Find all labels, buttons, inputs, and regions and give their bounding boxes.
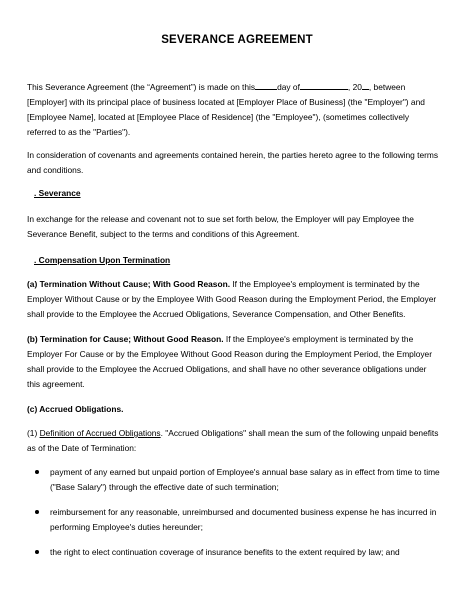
document-title: SEVERANCE AGREEMENT [161,34,313,46]
bullet-icon [35,510,39,514]
severance-paragraph: In exchange for the release and covenant not to sue set forth below, the Employer will pay Employee the Severance Benefit, subject to the terms and conditions of this Agreement. [27,214,414,239]
document-page: SEVERANCE AGREEMENT This Severance Agreement (the “Agreement”) is made on this day of , 20 , between [Employer] with its principal place of business located at [Employer Place of Business] (the "Employer") and [Employee Name], located at [Employee Place of Residence] (the "Employee"), (sometimes collectively referred to as the "Parties"). In consideration of covenants and agreements contained herein, the parties hereto agree to the following terms and conditions. . Severance In exchange for the release and covenant not to sue set forth below, the Employer will pay Employee the Severance Benefit, subject to the terms and conditions of this Agreement. . Compensation Upon Termination (a) Termination Without Cause; With Good Reason. If the Employee's employment is terminated by the Employer Without Cause or by the Employee With Good Reason during the Employment Period, the Employer shall provide to the Employee the Accrued Obligations, Severance Compensation, and Other Benefits. (b) Termination for Cause; Without Good Reason. If the Employee's employment is terminated by the Employer For Cause or by the Employee Without Good Reason during the Employment Period, the Employer shall provide to the Employee the Accrued Obligations, and shall have no other severance obligations under this agreement. (c) Accrued Obligations. (1) Definition of Accrued Obligations. "Accrued Obligations" shall mean the sum of the following unpaid benefits as of the Date of Termination: payment of any earned but unpaid portion of Employee's annual base salary as in effect from time to time ("Base Salary") through the effective date of such termination; reimbursement for any reasonable, unreimbursed and documented business expense he has incurred in performing Employee's duties hereunder; the right to elect continuation coverage of insurance benefits to the extent required by law; and [0,0,474,613]
day-blank[interactable] [255,80,277,90]
year-blank[interactable] [362,80,369,90]
month-blank[interactable] [300,80,348,90]
section-a-paragraph: (a) Termination Without Cause; With Good Reason. If the Employee's employment is terminated by the Employer Without Cause or by the Employee With Good Reason during the Employment Period, the Employer shall provide to the Employee the Accrued Obligations, Severance Compensation, and Other Benefits. [27,279,437,319]
intro-line-1: This Severance Agreement (the “Agreement”) is made on this day of , 20 , between [27,82,406,92]
consideration-paragraph: In consideration of covenants and agreements contained herein, the parties hereto agree to the following terms and conditions. [27,150,439,175]
section-b-paragraph: (b) Termination for Cause; Without Good Reason. If the Employee's employment is terminated by the Employer For Cause or by the Employee Without Good Reason during the Employment Period, the Employer shall provide to the Employee the Accrued Obligations, and shall have no other severance obligations under this agreement. [27,334,432,389]
definition-term: Definition of Accrued Obligations [39,428,161,438]
intro-line-3: [Employee Name], located at [Employee Place of Residence] (the "Employee"), (sometimes collectively [27,112,410,122]
definition-paragraph: (1) Definition of Accrued Obligations. "Accrued Obligations" shall mean the sum of the following unpaid benefits as of the Date of Termination: [27,428,439,453]
bullet-icon [35,470,39,474]
section-b-label: (b) Termination for Cause; Without Good Reason. [27,334,224,344]
bullet-icon [35,550,39,554]
compensation-heading: . Compensation Upon Termination [34,255,171,265]
intro-line-4: referred to as the "Parties"). [27,127,131,137]
section-a-label: (a) Termination Without Cause; With Good Reason. [27,279,231,289]
section-c-heading: (c) Accrued Obligations. [27,404,124,414]
intro-line-2: [Employer] with its principal place of business located at [Employer Place of Business] (the "Employer") and [27,97,425,107]
intro-paragraph [27,80,447,140]
severance-heading: . Severance [34,188,81,198]
